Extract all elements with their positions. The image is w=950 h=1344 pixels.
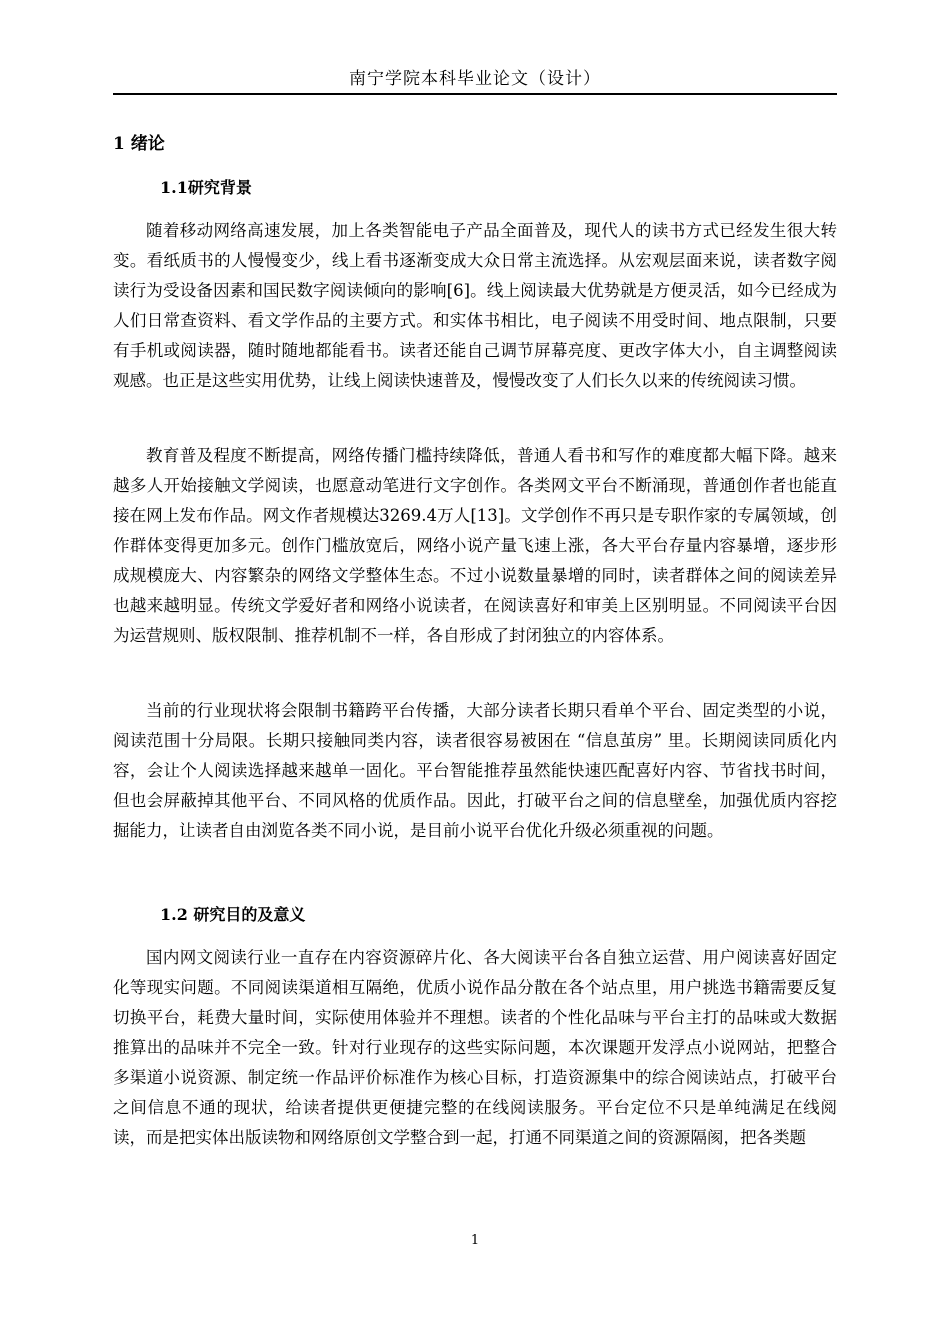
- page-number: 1: [470, 1233, 480, 1248]
- running-header: 南宁学院本科毕业论文（设计）: [349, 69, 601, 89]
- chapter-heading: 1 绪论: [113, 134, 165, 154]
- paragraph: 当前的行业现状将会限制书籍跨平台传播，大部分读者长期只看单个平台、固定类型的小说，阅读范围十分局限。长期只接触同类内容，读者很容易被困在 “信息茧房” 里。长期阅读同质化内容，会让个人阅读选择越来越单一固化。平台智能推荐虽然能快速匹配喜好内容、节省找书时间，但也会屏蔽掉其他平台、不同风格的优质作品。因此，打破平台之间的信息壁垒，加强优质内容挖掘能力，让读者自由浏览各类不同小说，是目前小说平台优化升级必须重视的问题。: [113, 701, 837, 840]
- paragraph: 教育普及程度不断提高，网络传播门槛持续降低，普通人看书和写作的难度都大幅下降。越来越多人开始接触文学阅读，也愿意动笔进行文字创作。各类网文平台不断涌现，普通创作者也能直接在网上发布作品。网文作者规模达3269.4万人[13]。文学创作不再只是专职作家的专属领域，创作群体变得更加多元。创作门槛放宽后，网络小说产量飞速上涨，各大平台存量内容暴增，逐步形成规模庞大、内容繁杂的网络文学整体生态。不过小说数量暴增的同时，读者群体之间的阅读差异也越来越明显。传统文学爱好者和网络小说读者，在阅读喜好和审美上区别明显。不同阅读平台因为运营规则、版权限制、推荐机制不一样，各自形成了封闭独立的内容体系。: [113, 446, 837, 645]
- section-heading-1-1: 1.1研究背景: [160, 178, 252, 197]
- section-heading-1-2: 1.2 研究目的及意义: [160, 905, 306, 924]
- paragraph: 国内网文阅读行业一直存在内容资源碎片化、各大阅读平台各自独立运营、用户阅读喜好固定化等现实问题。不同阅读渠道相互隔绝，优质小说作品分散在各个站点里，用户挑选书籍需要反复切换平台，耗费大量时间，实际使用体验并不理想。读者的个性化品味与平台主打的品味或大数据推算出的品味并不完全一致。针对行业现存的这些实际问题，本次课题开发浮点小说网站，把整合多渠道小说资源、制定统一作品评价标准作为核心目标，打造资源集中的综合阅读站点，打破平台之间信息不通的现状，给读者提供更便捷完整的在线阅读服务。平台定位不只是单纯满足在线阅读，而是把实体出版读物和网络原创文学整合到一起，打通不同渠道之间的资源隔阂，把各类题: [113, 948, 837, 1147]
- header-rule: [113, 93, 837, 95]
- paragraph: 随着移动网络高速发展，加上各类智能电子产品全面普及，现代人的读书方式已经发生很大转变。看纸质书的人慢慢变少，线上看书逐渐变成大众日常主流选择。从宏观层面来说，读者数字阅读行为受设备因素和国民数字阅读倾向的影响[6]。线上阅读最大优势就是方便灵活，如今已经成为人们日常查资料、看文学作品的主要方式。和实体书相比，电子阅读不用受时间、地点限制，只要有手机或阅读器，随时随地都能看书。读者还能自己调节屏幕亮度、更改字体大小，自主调整阅读观感。也正是这些实用优势，让线上阅读快速普及，慢慢改变了人们长久以来的传统阅读习惯。: [113, 221, 837, 390]
